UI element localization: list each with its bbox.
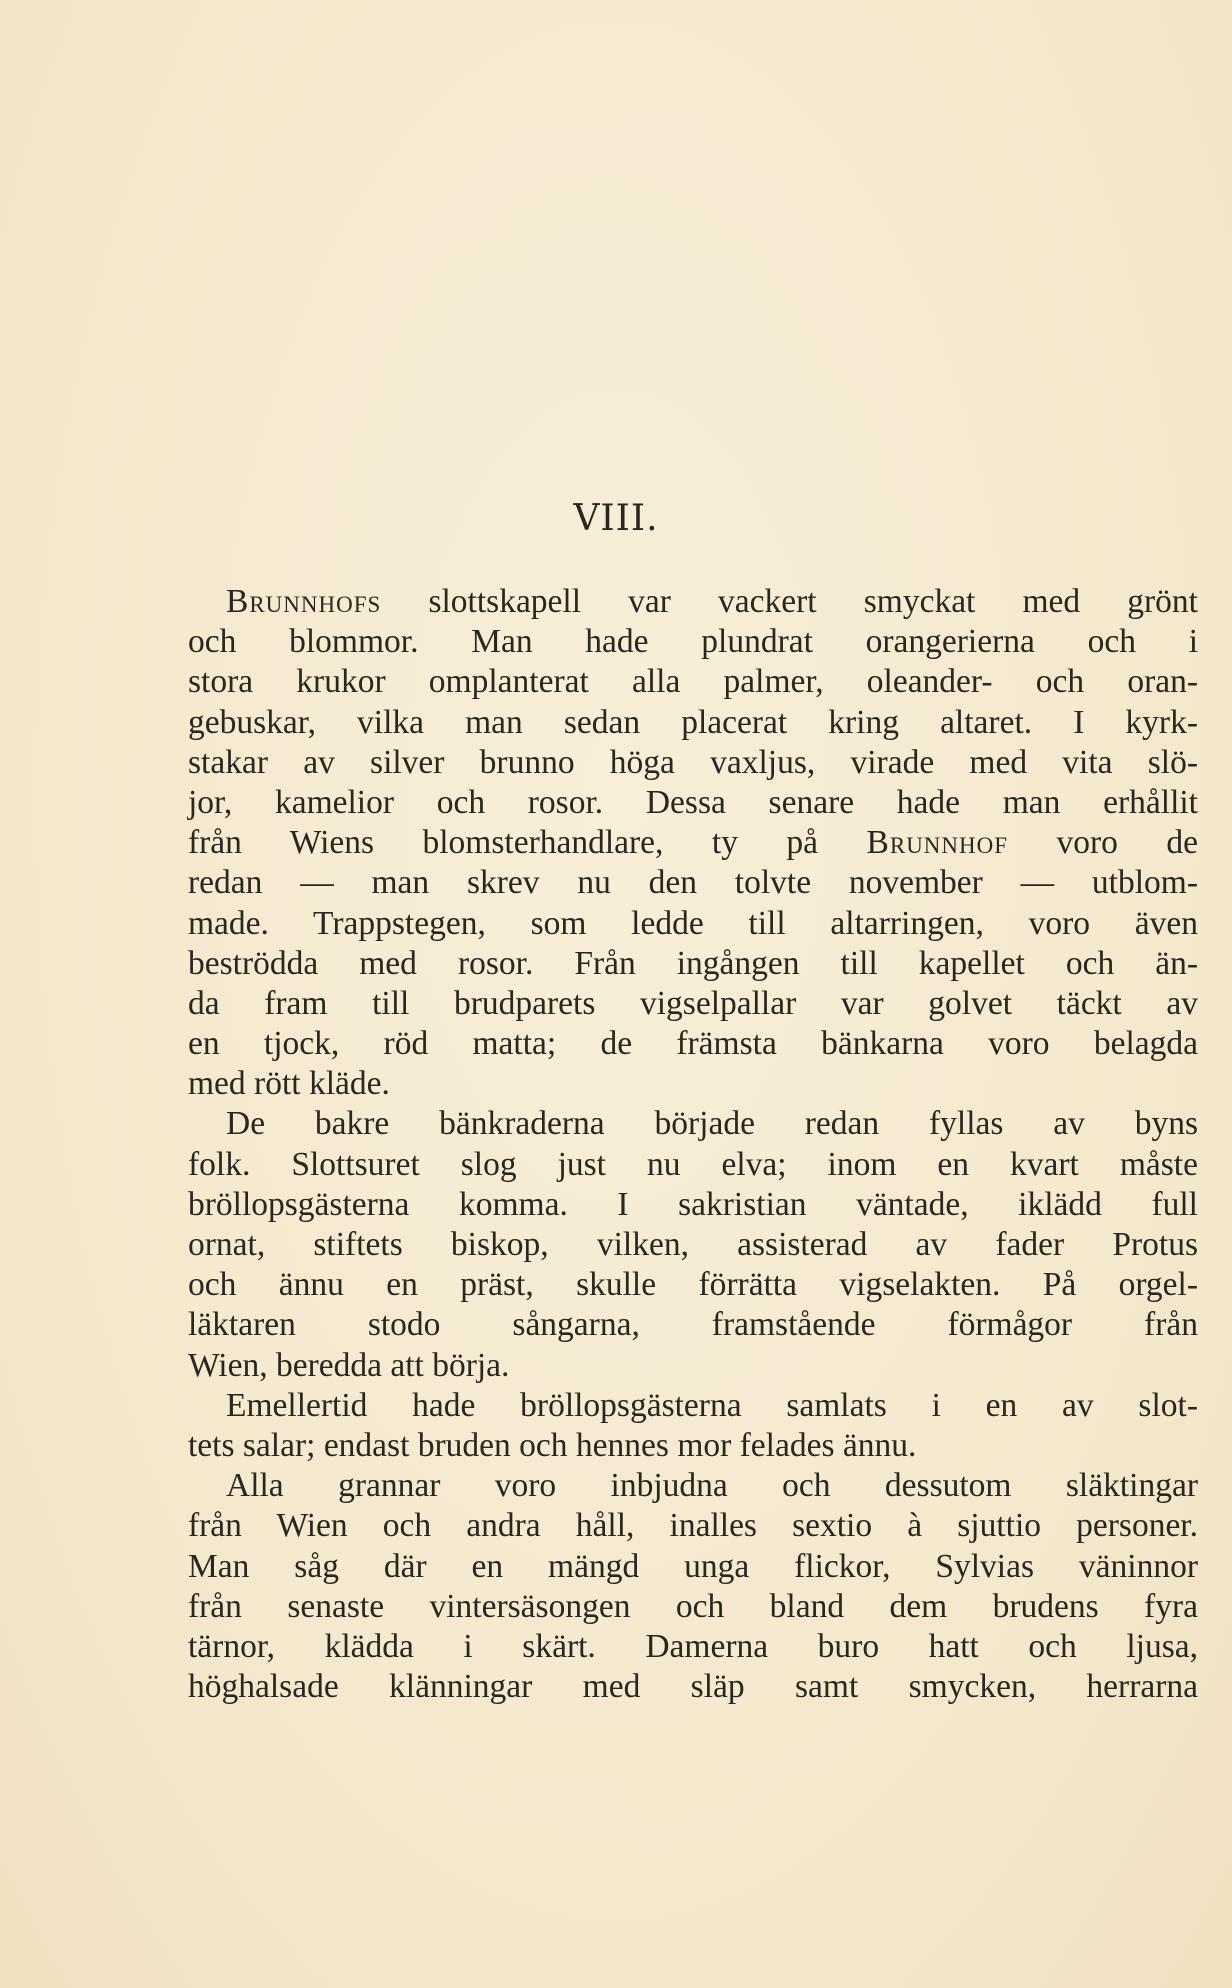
text-line: Emellertid hade bröllopsgästerna samlats i en av slot- [226, 1386, 1198, 1424]
text-line: Man såg där en mängd unga flickor, Sylvias väninnor [188, 1547, 1198, 1585]
line-text: från Wiens blomsterhandlare, ty på [188, 824, 867, 862]
text-line: jor, kamelior och rosor. Dessa senare hade man erhållit [188, 783, 1198, 821]
body-text [188, 582, 1198, 1707]
text-line [188, 582, 1198, 622]
text-line [188, 823, 1198, 863]
chapter-heading: VIII. [573, 498, 659, 539]
text-line: made. Trappstegen, som ledde till altarringen, voro även [188, 904, 1198, 942]
text-line: De bakre bänkraderna började redan fyllas av byns [226, 1105, 1198, 1143]
line-text: slottskapell var vackert smyckat med grönt [381, 583, 1198, 620]
text-line: beströdda med rosor. Från ingången till kapellet och än- [188, 944, 1198, 982]
text-line: tets salar; endast bruden och hennes mor felades ännu. [188, 1426, 917, 1464]
text-line: tärnor, klädda i skärt. Damerna buro hatt och ljusa, [188, 1627, 1198, 1665]
text-line: stakar av silver brunno höga vaxljus, virade med vita slö- [188, 743, 1198, 781]
text-line: da fram till brudparets vigselpallar var golvet täckt av [188, 984, 1198, 1022]
text-line: bröllopsgästerna komma. I sakristian väntade, iklädd full [188, 1185, 1198, 1223]
text-line: läktaren stodo sångarna, framstående förmågor från [188, 1306, 1198, 1344]
text-line: stora krukor omplanterat alla palmer, oleander- och oran- [188, 663, 1198, 701]
name-brunnhofs: Brunnhofs [226, 583, 382, 620]
text-line: folk. Slottsuret slog just nu elva; inom en kvart måste [188, 1145, 1198, 1183]
text-line: höghalsade klänningar med släp samt smycken, herrarna [188, 1668, 1198, 1706]
name-brunnhof: Brunnhof [866, 824, 1009, 862]
text-line: från Wien och andra håll, inalles sextio à sjuttio personer. [188, 1507, 1198, 1545]
text-line: Alla grannar voro inbjudna och dessutom släktingar [226, 1467, 1198, 1505]
text-line: och ännu en präst, skulle förrätta vigselakten. På orgel- [188, 1266, 1198, 1304]
text-line: gebuskar, vilka man sedan placerat kring altaret. I kyrk- [188, 703, 1198, 741]
text-line: Wien, beredda att börja. [188, 1346, 510, 1384]
text-line: en tjock, röd matta; de främsta bänkarna voro belagda [188, 1025, 1198, 1063]
text-line: med rött kläde. [188, 1065, 390, 1103]
text-line: från senaste vintersäsongen och bland dem brudens fyra [188, 1587, 1198, 1625]
text-line: och blommor. Man hade plundrat orangerierna och i [188, 623, 1198, 661]
line-text: voro de [1008, 824, 1199, 862]
text-line: ornat, stiftets biskop, vilken, assisterad av fader Protus [188, 1226, 1198, 1263]
text-line: redan — man skrev nu den tolvte november — utblom- [188, 864, 1198, 902]
